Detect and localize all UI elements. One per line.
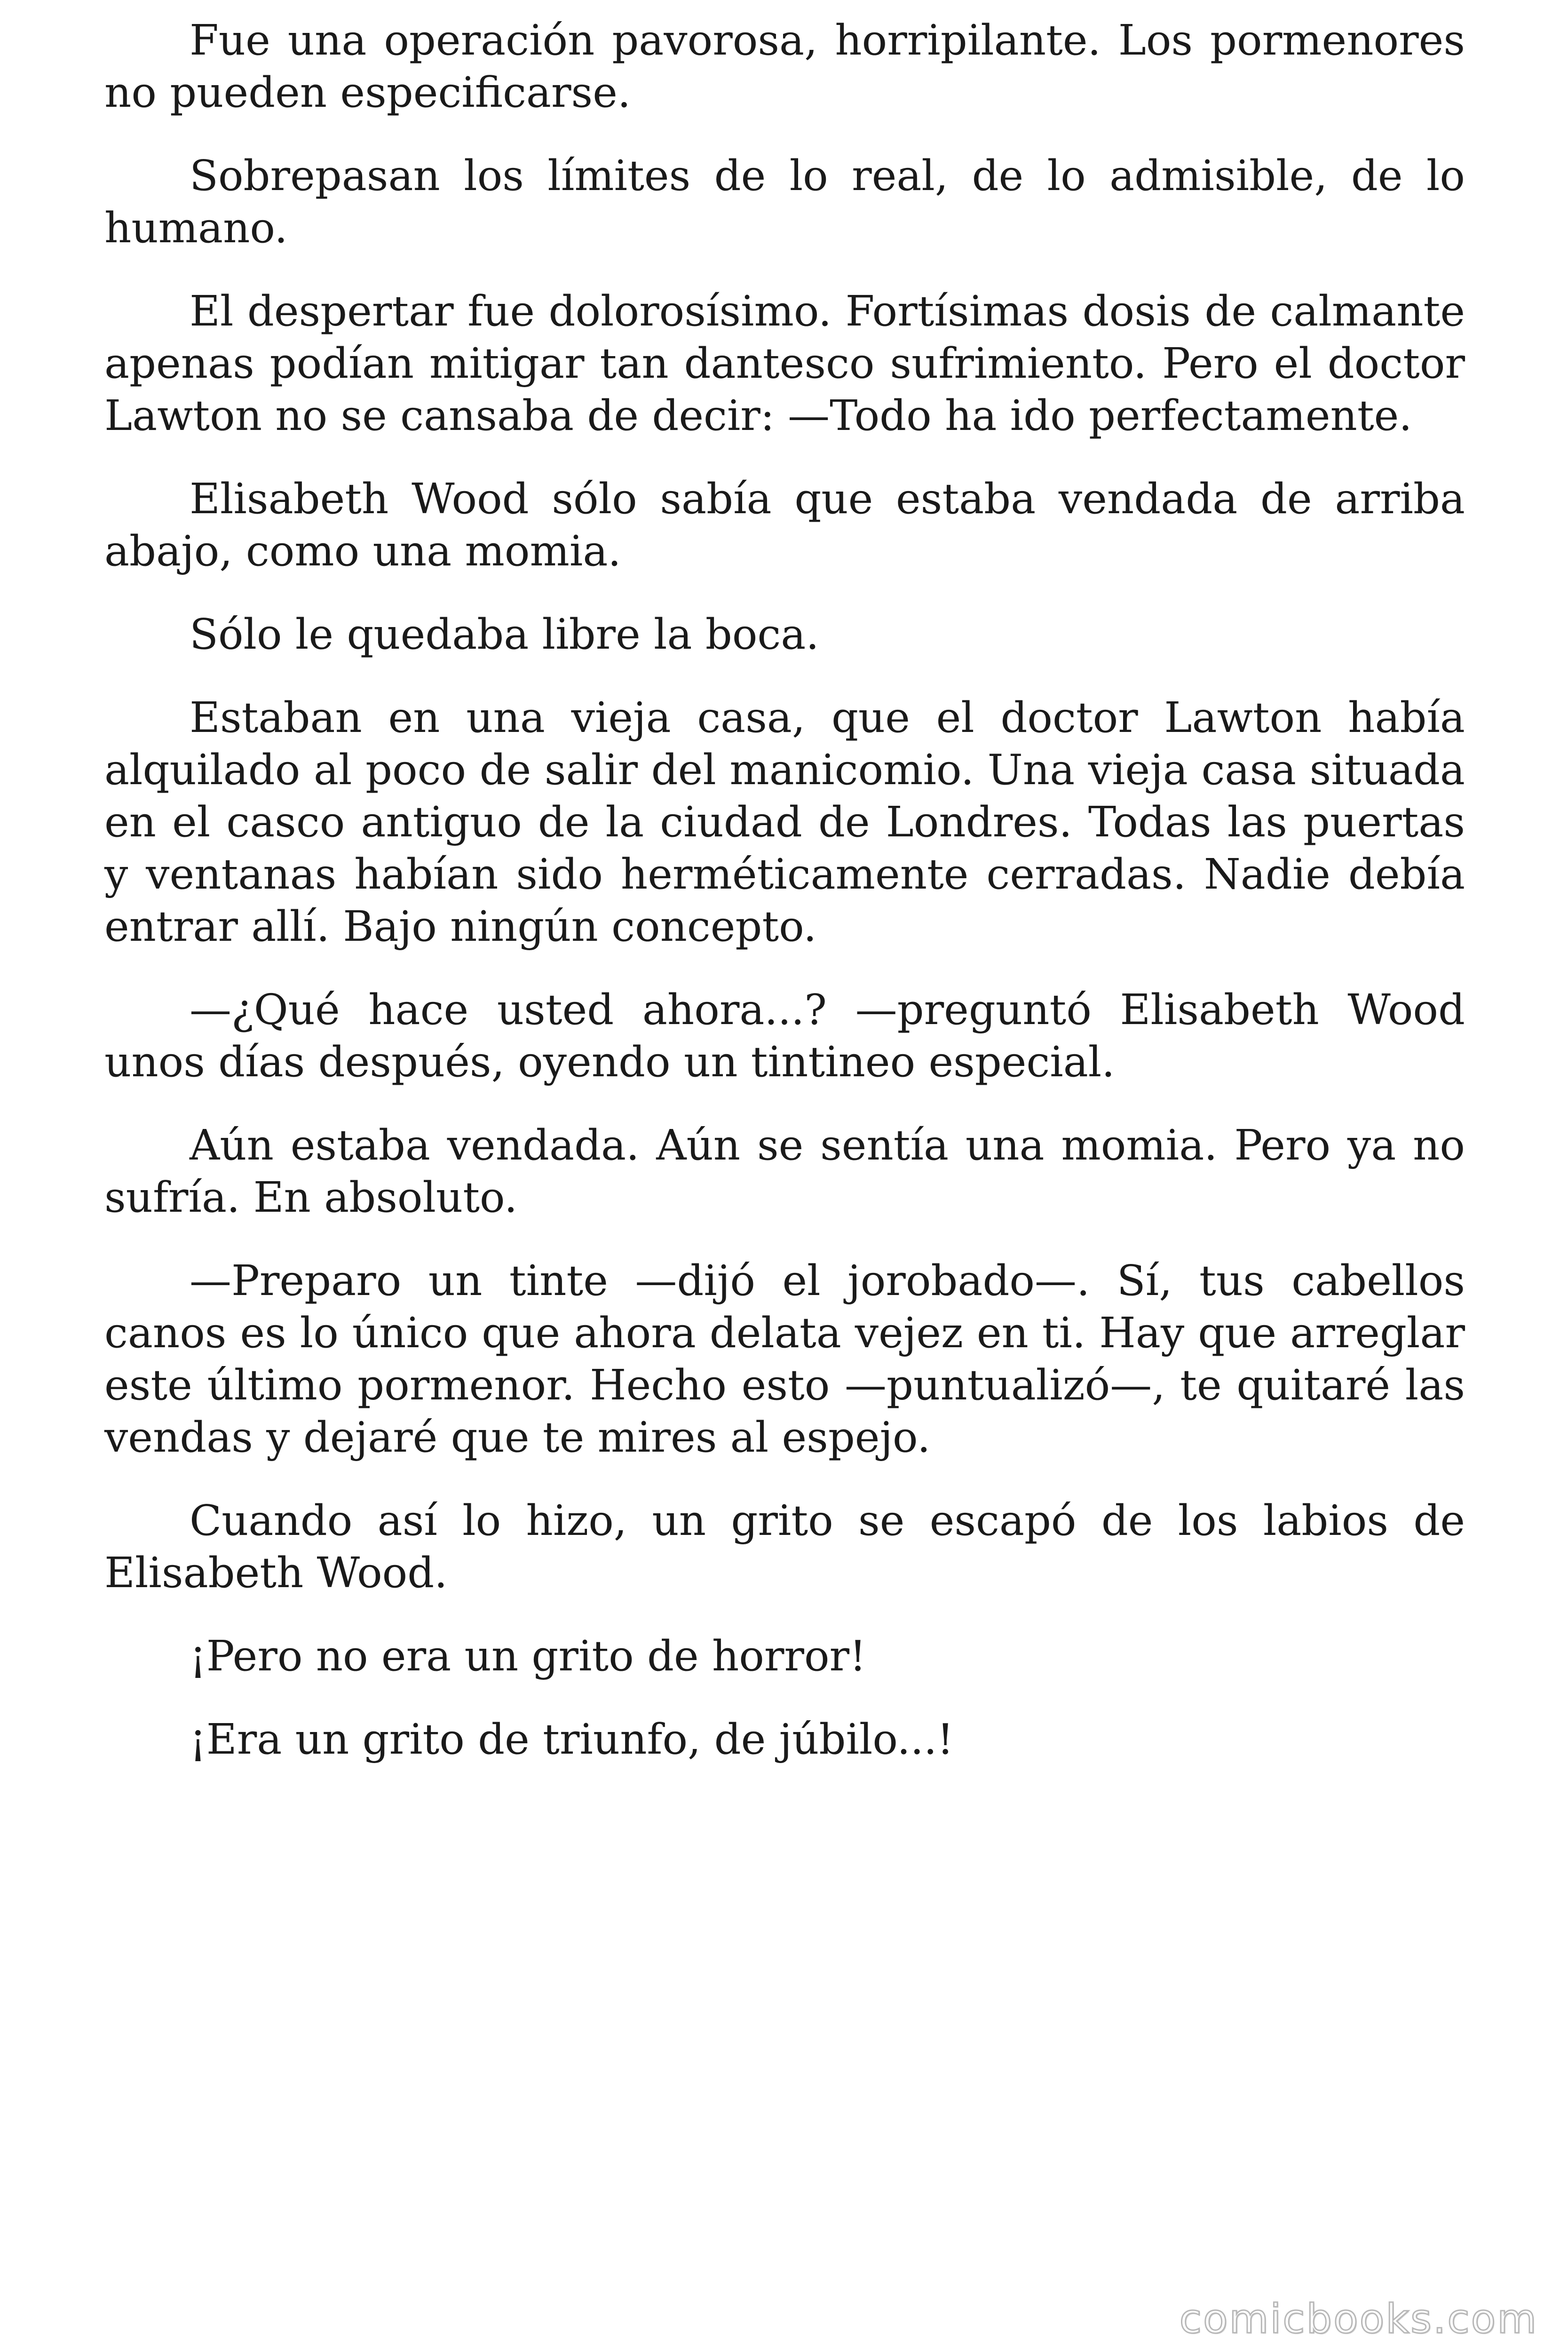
paragraph: Cuando así lo hizo, un grito se escapó de los labios de Elisabeth Wood. [104,1496,1465,1597]
paragraph: El despertar fue dolorosísimo. Fortísimas dosis de calmante apenas podían mitigar tan dantesco sufrimiento. Pero el doctor Lawton no se cansaba de decir: —Todo ha ido perfectamente. [104,286,1465,440]
watermark: comicbooks.com [1179,2296,1538,2343]
paragraph: Elisabeth Wood sólo sabía que estaba vendada de arriba abajo, como una momia. [104,474,1465,575]
paragraph: Fue una operación pavorosa, horripilante. Los pormenores no pueden especificarse. [104,16,1465,117]
paragraph: —Preparo un tinte —dijó el jorobado—. Sí, tus cabellos canos es lo único que ahora delata vejez en ti. Hay que arreglar este último pormenor. Hecho esto —puntualizó—, te quitaré las vendas y dejaré que te mires al espejo. [104,1256,1465,1462]
paragraph: ¡Era un grito de triunfo, de júbilo...! [190,1715,954,1764]
paragraph: ¡Pero no era un grito de horror! [190,1631,866,1680]
paragraph: Sobrepasan los límites de lo real, de lo admisible, de lo humano. [104,151,1465,252]
paragraph: Estaban en una vieja casa, que el doctor Lawton había alquilado al poco de salir del manicomio. Una vieja casa situada en el casco antiguo de la ciudad de Londres. Todas las puertas y ventanas habían sido herméticamente cerradas. Nadie debía entrar allí. Bajo ningún concepto. [104,693,1465,951]
paragraph: —¿Qué hace usted ahora...? —preguntó Elisabeth Wood unos días después, oyendo un tintineo especial. [104,985,1465,1086]
paragraph: Sólo le quedaba libre la boca. [190,610,819,659]
document-body [104,14,1465,1796]
paragraph: Aún estaba vendada. Aún se sentía una momia. Pero ya no sufría. En absoluto. [104,1120,1465,1222]
